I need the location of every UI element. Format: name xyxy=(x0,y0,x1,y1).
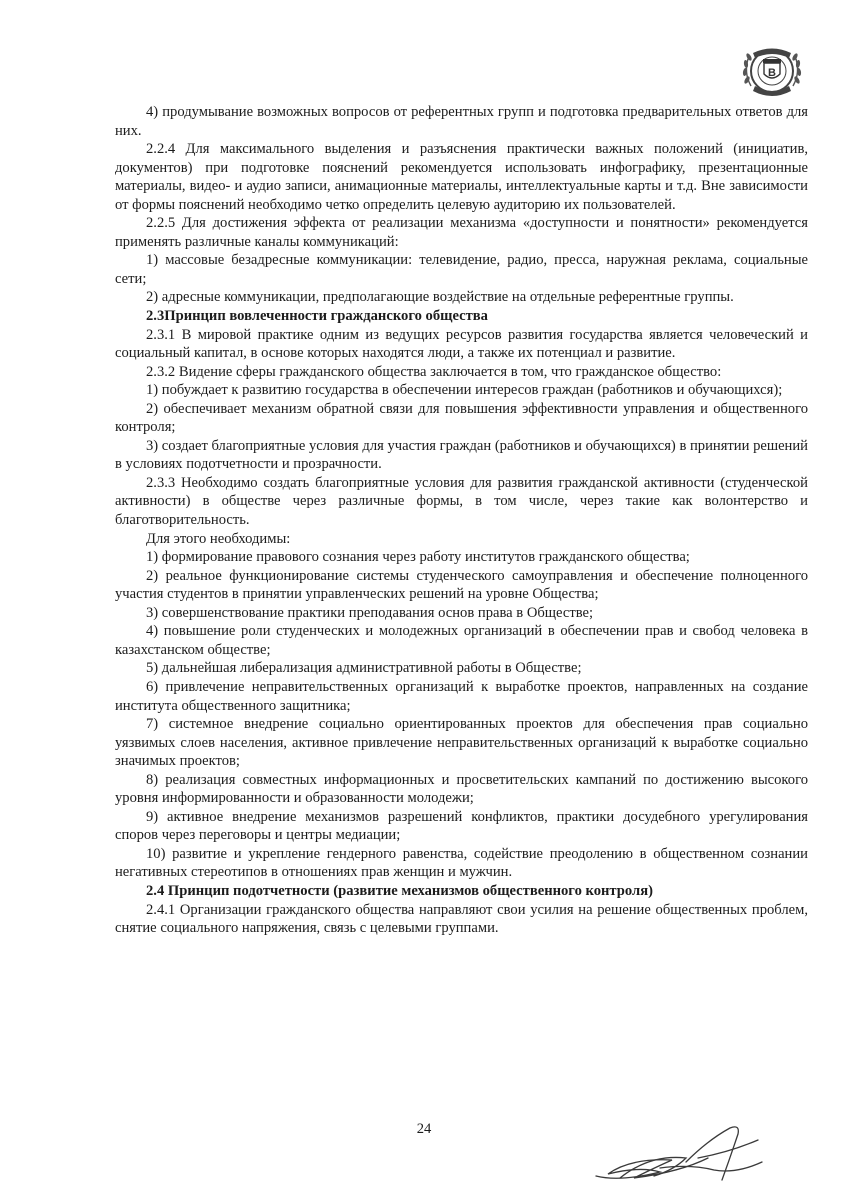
list-item: 4) повышение роли студенческих и молодежных организаций в обеспечении прав и свобод человека в казахстанском обществе; xyxy=(115,623,808,658)
svg-text:B: B xyxy=(768,67,776,79)
university-logo xyxy=(737,36,807,106)
handwritten-signature xyxy=(590,1118,780,1190)
section-heading: 2.4 Принцип подотчетности (развитие механизмов общественного контроля) xyxy=(146,882,653,899)
paragraph: 4) продумывание возможных вопросов от референтных групп и подготовка предварительных ответов для них. xyxy=(115,104,808,139)
list-item: 5) дальнейшая либерализация административной работы в Обществе; xyxy=(146,660,582,677)
paragraph: 2.2.4 Для максимального выделения и разъяснения практически важных положений (инициатив, документов) при подготовке пояснений рекомендуется использовать инфографику, презентационные материалы, видео- и аудио записи, анимационные материалы, интеллектуальные карты и т.д. Вне зависимости от формы пояснений необходимо четко определить целевую аудиторию их пользователей. xyxy=(115,141,808,213)
list-item: 3) совершенствование практики преподавания основ права в Обществе; xyxy=(146,604,594,621)
paragraph: 2.4.1 Организации гражданского общества направляют свои усилия на решение общественных проблем, снятие социального напряжения, связь с целевыми группами. xyxy=(115,901,808,937)
list-item: 1) массовые безадресные коммуникации: телевидение, радио, пресса, наружная реклама, социальные сети; xyxy=(115,252,808,287)
list-item: 7) системное внедрение социально ориентированных проектов для обеспечения прав социально уязвимых слоев населения, активное привлечение неправительственных организаций к выработке социально значимых проектов; xyxy=(115,716,808,770)
list-item: 10) развитие и укрепление гендерного равенства, содействие преодолению в общественном сознании негативных стереотипов в отношениях прав женщин и мужчин. xyxy=(115,845,808,881)
signature-icon xyxy=(590,1118,780,1190)
page-number: 24 xyxy=(416,1121,432,1137)
list-item: 2) обеспечивает механизм обратной связи для повышения эффективности управления и общественного контроля; xyxy=(115,400,808,436)
paragraph: Для этого необходимы: xyxy=(146,530,291,547)
list-item: 8) реализация совместных информационных и просветительских кампаний по достижению высокого уровня информированности и образованности молодежи; xyxy=(115,771,808,807)
list-item: 1) побуждает к развитию государства в обеспечении интересов граждан (работников и обучающихся); xyxy=(146,382,783,399)
list-item: 2) адресные коммуникации, предполагающие воздействие на отдельные референтные группы. xyxy=(146,289,734,306)
paragraph: 2.3.1 В мировой практике одним из ведущих ресурсов развития государства является человеческий и социальный капитал, в основе которых находятся люди, а также их потенциал и развитие. xyxy=(115,326,808,362)
list-item: 9) активное внедрение механизмов разрешений конфликтов, практики досудебного урегулирования споров через переговоры и центры медиации; xyxy=(115,808,808,844)
paragraph: 2.2.5 Для достижения эффекта от реализации механизма «доступности и понятности» рекомендуется применять различные каналы коммуникаций: xyxy=(115,215,808,250)
section-heading: 2.3Принцип вовлеченности гражданского общества xyxy=(146,308,488,325)
university-seal-icon xyxy=(737,36,807,106)
list-item: 2) реальное функционирование системы студенческого самоуправления и обеспечение полноценного участия студентов в принятии управленческих решений на уровне Общества; xyxy=(115,567,808,603)
list-item: 3) создает благоприятные условия для участия граждан (работников и обучающихся) в принятии решений в условиях подотчетности и прозрачности. xyxy=(115,437,808,473)
list-item: 6) привлечение неправительственных организаций к выработке проектов, направленных на создание института общественного защитника; xyxy=(115,678,808,714)
paragraph: 2.3.2 Видение сферы гражданского общества заключается в том, что гражданское общество: xyxy=(146,363,722,380)
document-body xyxy=(115,103,808,938)
paragraph: 2.3.3 Необходимо создать благоприятные условия для развития гражданской активности (студенческой активности) в обществе через различные формы, в том числе, через такие как волонтерство и благотворительность. xyxy=(115,474,808,529)
list-item: 1) формирование правового сознания через работу институтов гражданского общества; xyxy=(146,549,690,566)
